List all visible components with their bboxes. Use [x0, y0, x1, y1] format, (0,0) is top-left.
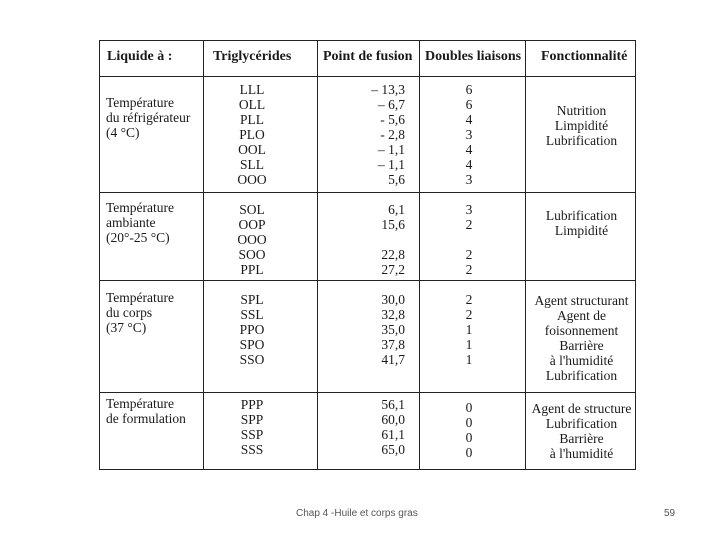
- group-ambiante-liaisons: [439, 202, 499, 277]
- liaison-count: 2: [465, 307, 473, 322]
- liaison-count: 3: [465, 172, 473, 187]
- fusion-value: - 2,8: [380, 127, 405, 142]
- label-line: Température: [106, 200, 175, 215]
- header-fonctionnalite: Fonctionnalité: [541, 49, 628, 64]
- header-triglycerides: Triglycérides: [213, 49, 292, 64]
- liaison-count: 0: [465, 400, 473, 415]
- page-number: 59: [664, 508, 676, 519]
- fusion-value: 15,6: [381, 217, 405, 232]
- fonction-line: à l'humidité: [549, 353, 614, 368]
- fonction-line: Limpidité: [554, 223, 609, 238]
- triglyceride: SPO: [239, 337, 265, 352]
- label-line: Température: [106, 396, 175, 411]
- fonction-line: Nutrition: [556, 103, 607, 118]
- liaison-count: 2: [465, 247, 473, 262]
- fonction-line: à l'humidité: [549, 446, 614, 461]
- fonction-line: Lubrification: [545, 208, 618, 223]
- fonction-line: Barrière: [559, 338, 604, 353]
- triglyceride: SLL: [239, 157, 264, 172]
- label-line: Température: [106, 290, 175, 305]
- group-ambiante-label: [106, 200, 204, 245]
- triglyceride: SSP: [240, 427, 264, 442]
- triglyceride: SPL: [240, 292, 264, 307]
- label-line: ambiante: [106, 215, 156, 230]
- fusion-value: – 1,1: [378, 157, 405, 172]
- liaison-count: 0: [465, 445, 473, 460]
- header-divider: [99, 76, 636, 77]
- liaison-count: 6: [465, 82, 473, 97]
- header-liquide: Liquide à :: [107, 49, 173, 64]
- fusion-value: 41,7: [381, 352, 405, 367]
- liaison-count: 6: [465, 97, 473, 112]
- group-corps-fonction: [529, 293, 634, 383]
- liaison-count: 2: [465, 262, 473, 277]
- triglyceride: OOP: [238, 217, 266, 232]
- fusion-value: - 5,6: [380, 112, 405, 127]
- triglyceride: SSS: [240, 442, 264, 457]
- label-line: (37 °C): [106, 320, 147, 335]
- fonction-line: Lubrification: [545, 416, 618, 431]
- fusion-value: 37,8: [381, 337, 405, 352]
- fusion-value: 35,0: [381, 322, 405, 337]
- fusion-value: 30,0: [381, 292, 405, 307]
- triglyceride: SPP: [240, 412, 264, 427]
- fusion-value: 56,1: [381, 397, 405, 412]
- group-ambiante-fusion: [317, 202, 405, 277]
- triglyceride: PLL: [239, 112, 264, 127]
- fusion-value: – 1,1: [378, 142, 405, 157]
- triglyceride: SOL: [239, 202, 265, 217]
- triglyceride: OLL: [238, 97, 266, 112]
- group-corps-label: [106, 290, 204, 335]
- group-formulation-label: [106, 396, 204, 426]
- header-doubles-liaisons: Doubles liaisons: [425, 49, 522, 64]
- group-formulation-triglycerides: [203, 397, 301, 457]
- liaison-count: 3: [465, 202, 473, 217]
- label-line: du réfrigérateur: [106, 110, 191, 125]
- triglyceride: PPP: [240, 397, 264, 412]
- header-point-fusion: Point de fusion: [323, 49, 413, 64]
- group-ambiante-fonction: [529, 208, 634, 238]
- scanned-table: [99, 40, 636, 470]
- triglyceride: PPO: [239, 322, 265, 337]
- fonction-line: Agent de structure: [531, 401, 632, 416]
- group-corps-liaisons: [439, 292, 499, 367]
- liaison-count: 1: [465, 337, 473, 352]
- label-line: (4 °C): [106, 125, 140, 140]
- liaison-count: 0: [465, 415, 473, 430]
- fusion-value: 60,0: [381, 412, 405, 427]
- fusion-value: – 13,3: [371, 82, 405, 97]
- fusion-value: 32,8: [381, 307, 405, 322]
- slide-footer: [0, 508, 720, 522]
- label-line: (20°-25 °C): [106, 230, 170, 245]
- liaison-count: 4: [465, 157, 473, 172]
- group-divider: [99, 280, 636, 281]
- label-line: de formulation: [106, 411, 186, 426]
- group-formulation-fonction: [529, 401, 634, 461]
- fusion-value: 65,0: [381, 442, 405, 457]
- fonction-line: Barrière: [559, 431, 604, 446]
- liaison-count: 3: [465, 127, 473, 142]
- fusion-value: 6,1: [388, 202, 405, 217]
- liaison-count: 0: [465, 430, 473, 445]
- label-line: Température: [106, 95, 175, 110]
- triglyceride: SSL: [240, 307, 264, 322]
- liaison-count: 1: [465, 322, 473, 337]
- liaison-count: 2: [465, 292, 473, 307]
- triglyceride: OOO: [237, 232, 267, 247]
- group-refrigerateur-triglycerides: [203, 82, 301, 187]
- triglyceride: OOL: [238, 142, 266, 157]
- liaison-count: 1: [465, 352, 473, 367]
- fonction-line: Lubrification: [545, 133, 618, 148]
- group-corps-fusion: [317, 292, 405, 367]
- liaison-count: 2: [465, 217, 473, 232]
- triglyceride: OOO: [237, 172, 267, 187]
- triglyceride: PPL: [240, 262, 264, 277]
- liaison-count: 4: [465, 142, 473, 157]
- group-refrigerateur-fonction: [529, 103, 634, 148]
- liaison-count: [439, 232, 499, 247]
- group-corps-triglycerides: [203, 292, 301, 367]
- fusion-value: 61,1: [381, 427, 405, 442]
- fonction-line: Limpidité: [554, 118, 609, 133]
- label-line: du corps: [106, 305, 153, 320]
- group-refrigerateur-fusion: [317, 82, 405, 187]
- fonction-line: foisonnement: [544, 323, 619, 338]
- fusion-value: [317, 232, 405, 247]
- group-formulation-fusion: [317, 397, 405, 457]
- triglyceride: SSO: [239, 352, 265, 367]
- fusion-value: 5,6: [388, 172, 405, 187]
- fusion-value: 27,2: [381, 262, 405, 277]
- group-refrigerateur-label: [106, 95, 204, 140]
- column-divider: [419, 40, 420, 470]
- column-divider: [525, 40, 526, 470]
- group-ambiante-triglycerides: [203, 202, 301, 277]
- fonction-line: Agent structurant: [534, 293, 629, 308]
- fusion-value: – 6,7: [378, 97, 405, 112]
- triglyceride: PLO: [239, 127, 265, 142]
- liaison-count: 4: [465, 112, 473, 127]
- group-divider: [99, 392, 636, 393]
- fusion-value: 22,8: [381, 247, 405, 262]
- fonction-line: Agent de: [556, 308, 607, 323]
- group-formulation-liaisons: [439, 400, 499, 460]
- group-divider: [99, 192, 636, 193]
- group-refrigerateur-liaisons: [439, 82, 499, 187]
- triglyceride: LLL: [239, 82, 265, 97]
- fonction-line: Lubrification: [545, 368, 618, 383]
- triglyceride: SOO: [238, 247, 266, 262]
- footer-title: Chap 4 -Huile et corps gras: [296, 508, 418, 519]
